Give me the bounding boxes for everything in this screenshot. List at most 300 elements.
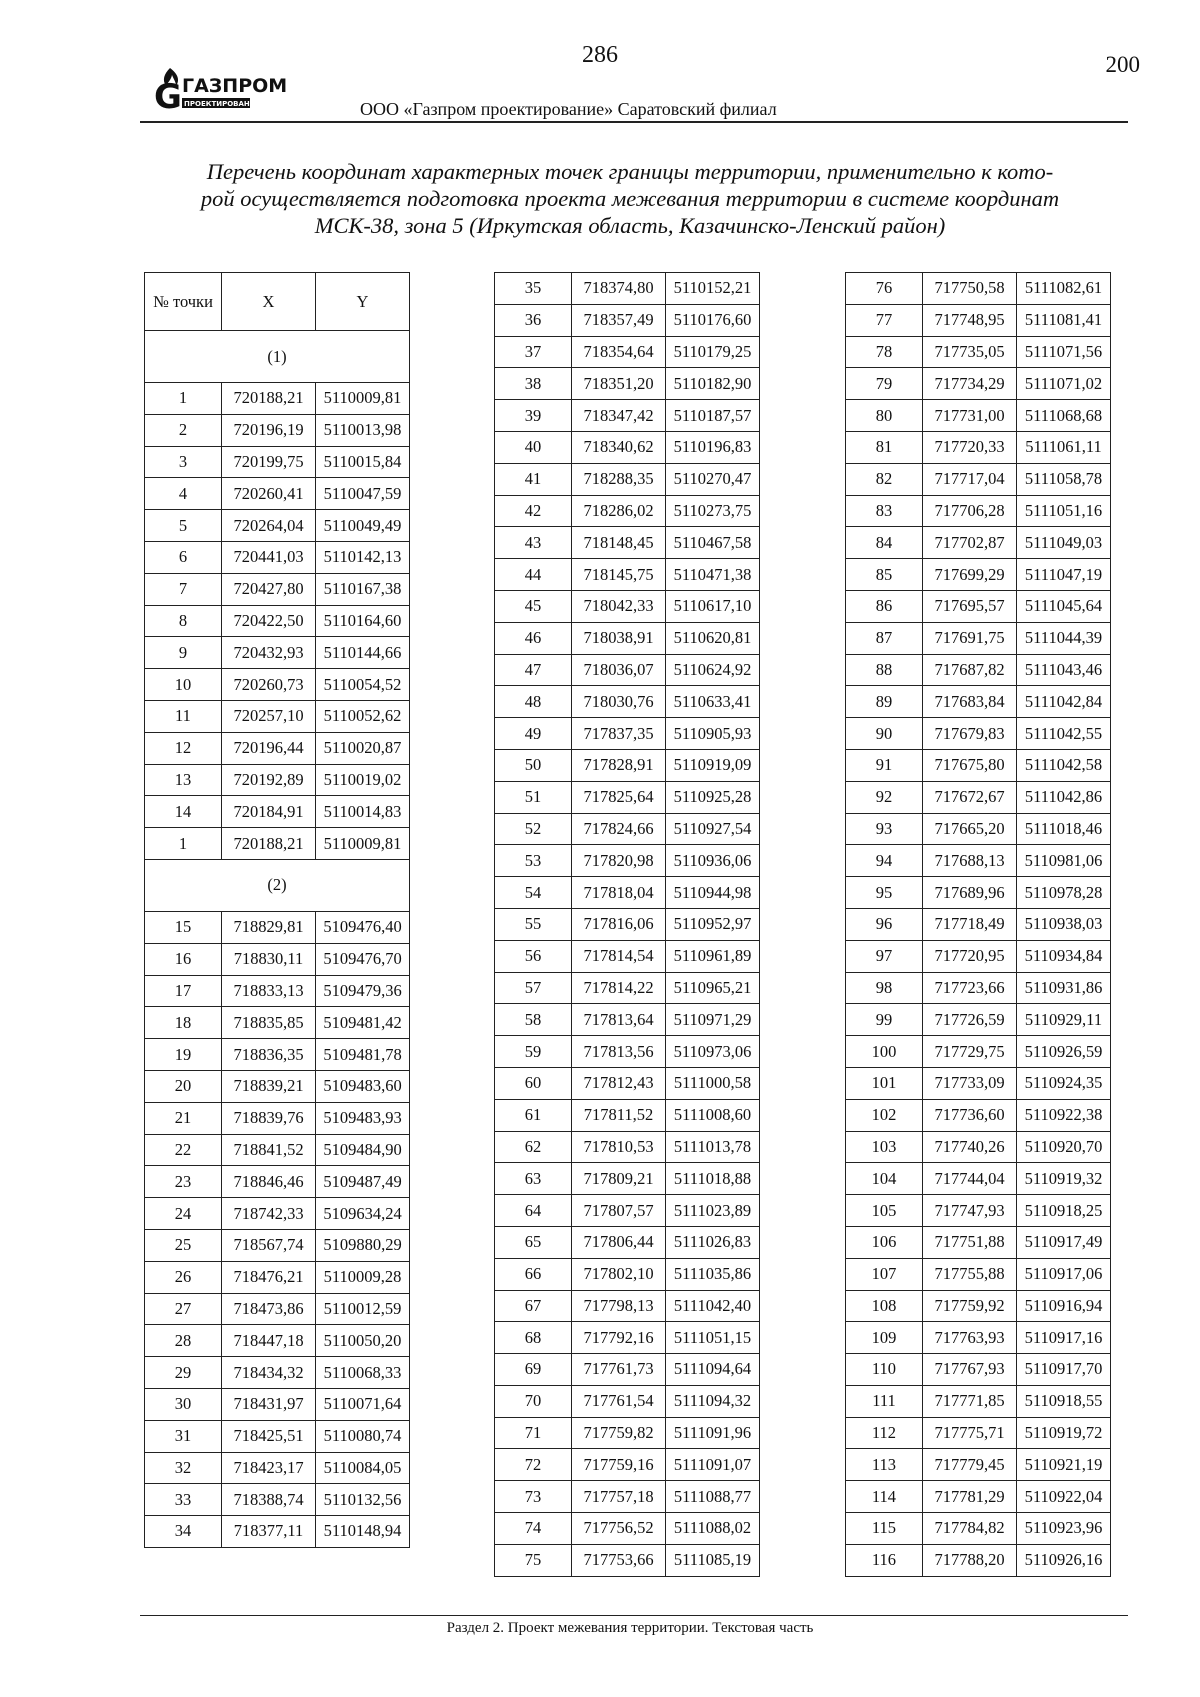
- table-row: [846, 1163, 1111, 1195]
- y-coordinate: 5109483,60: [316, 1070, 410, 1102]
- point-number: 14: [145, 796, 222, 828]
- x-coordinate: 718148,45: [572, 527, 666, 559]
- x-coordinate: 717756,52: [572, 1513, 666, 1545]
- table-row: [495, 495, 760, 527]
- table-row: [495, 1513, 760, 1545]
- point-number: 42: [495, 495, 572, 527]
- table-row: [145, 732, 410, 764]
- x-coordinate: 717688,13: [923, 845, 1017, 877]
- x-coordinate: 717811,52: [572, 1099, 666, 1131]
- table-row: [145, 700, 410, 732]
- y-coordinate: 5110917,49: [1017, 1226, 1111, 1258]
- y-coordinate: 5111081,41: [1017, 304, 1111, 336]
- y-coordinate: 5110929,11: [1017, 1004, 1111, 1036]
- table-row: [846, 1258, 1111, 1290]
- point-number: 1: [145, 383, 222, 415]
- table-row: [145, 911, 410, 943]
- point-number: 86: [846, 590, 923, 622]
- y-coordinate: 5110014,83: [316, 796, 410, 828]
- table-row: [145, 1198, 410, 1230]
- x-coordinate: 717761,73: [572, 1354, 666, 1386]
- table-row: [846, 495, 1111, 527]
- x-coordinate: 718434,32: [222, 1357, 316, 1389]
- table-row: [846, 590, 1111, 622]
- y-coordinate: 5111049,03: [1017, 527, 1111, 559]
- x-coordinate: 717740,26: [923, 1131, 1017, 1163]
- table-row: [145, 478, 410, 510]
- y-coordinate: 5109484,90: [316, 1134, 410, 1166]
- point-number: 4: [145, 478, 222, 510]
- y-coordinate: 5109481,78: [316, 1039, 410, 1071]
- x-coordinate: 718447,18: [222, 1325, 316, 1357]
- point-number: 11: [145, 700, 222, 732]
- point-number: 94: [846, 845, 923, 877]
- header-rule: [140, 121, 1128, 123]
- table-row: [495, 1354, 760, 1386]
- point-number: 15: [145, 911, 222, 943]
- y-coordinate: 5111042,84: [1017, 686, 1111, 718]
- y-coordinate: 5111008,60: [666, 1099, 760, 1131]
- table-row: [846, 368, 1111, 400]
- point-number: 69: [495, 1354, 572, 1386]
- x-coordinate: 717812,43: [572, 1067, 666, 1099]
- table-row: [846, 1067, 1111, 1099]
- table-row: [495, 1099, 760, 1131]
- y-coordinate: 5111082,61: [1017, 273, 1111, 305]
- table-row: [495, 749, 760, 781]
- point-number: 56: [495, 940, 572, 972]
- point-number: 21: [145, 1102, 222, 1134]
- y-coordinate: 5110919,09: [666, 749, 760, 781]
- y-coordinate: 5110050,20: [316, 1325, 410, 1357]
- table-row: [846, 1481, 1111, 1513]
- x-coordinate: 717771,85: [923, 1385, 1017, 1417]
- y-coordinate: 5110917,16: [1017, 1322, 1111, 1354]
- x-coordinate: 717784,82: [923, 1513, 1017, 1545]
- x-coordinate: 720184,91: [222, 796, 316, 828]
- table-row: [495, 1290, 760, 1322]
- x-coordinate: 718351,20: [572, 368, 666, 400]
- x-coordinate: 718423,17: [222, 1452, 316, 1484]
- y-coordinate: 5111068,68: [1017, 400, 1111, 432]
- x-coordinate: 718836,35: [222, 1039, 316, 1071]
- table-row: [846, 813, 1111, 845]
- y-coordinate: 5111026,83: [666, 1226, 760, 1258]
- table-row: [846, 940, 1111, 972]
- x-coordinate: 718288,35: [572, 463, 666, 495]
- table-row: [495, 273, 760, 305]
- table-row: [495, 431, 760, 463]
- x-coordinate: 717689,96: [923, 877, 1017, 909]
- x-coordinate: 720264,04: [222, 510, 316, 542]
- y-coordinate: 5111023,89: [666, 1195, 760, 1227]
- y-coordinate: 5110148,94: [316, 1516, 410, 1548]
- x-coordinate: 720196,19: [222, 414, 316, 446]
- x-coordinate: 718829,81: [222, 911, 316, 943]
- x-coordinate: 718038,91: [572, 622, 666, 654]
- table-row: [846, 559, 1111, 591]
- point-number: 47: [495, 654, 572, 686]
- y-coordinate: 5110620,81: [666, 622, 760, 654]
- table-3-body: [846, 273, 1111, 1577]
- y-coordinate: 5110012,59: [316, 1293, 410, 1325]
- x-coordinate: 717717,04: [923, 463, 1017, 495]
- table-row: [846, 1226, 1111, 1258]
- table-row: [495, 1131, 760, 1163]
- table-row: [495, 1417, 760, 1449]
- point-number: 64: [495, 1195, 572, 1227]
- y-coordinate: 5110931,86: [1017, 972, 1111, 1004]
- y-coordinate: 5110019,02: [316, 764, 410, 796]
- table-row: [495, 304, 760, 336]
- point-number: 40: [495, 431, 572, 463]
- group-label: (1): [145, 331, 410, 383]
- point-number: 16: [145, 943, 222, 975]
- table-row: [846, 1036, 1111, 1068]
- point-number: 109: [846, 1322, 923, 1354]
- point-number: 66: [495, 1258, 572, 1290]
- x-coordinate: 717720,33: [923, 431, 1017, 463]
- point-number: 52: [495, 813, 572, 845]
- y-coordinate: 5111051,16: [1017, 495, 1111, 527]
- y-coordinate: 5110926,59: [1017, 1036, 1111, 1068]
- table-row: [145, 669, 410, 701]
- y-coordinate: 5110167,38: [316, 573, 410, 605]
- table-row: [145, 637, 410, 669]
- table-row: [495, 908, 760, 940]
- x-coordinate: 717810,53: [572, 1131, 666, 1163]
- y-coordinate: 5111047,19: [1017, 559, 1111, 591]
- y-coordinate: 5110187,57: [666, 400, 760, 432]
- table-header-row: [145, 273, 410, 331]
- coordinates-table-1: [144, 272, 410, 1548]
- point-number: 89: [846, 686, 923, 718]
- x-coordinate: 718846,46: [222, 1166, 316, 1198]
- y-coordinate: 5110084,05: [316, 1452, 410, 1484]
- point-number: 46: [495, 622, 572, 654]
- table-row: [495, 1449, 760, 1481]
- col-header-x: X: [222, 273, 316, 331]
- coordinates-table-3: [845, 272, 1111, 1577]
- y-coordinate: 5110917,06: [1017, 1258, 1111, 1290]
- x-coordinate: 717759,92: [923, 1290, 1017, 1322]
- table-row: [145, 1420, 410, 1452]
- y-coordinate: 5110071,64: [316, 1388, 410, 1420]
- x-coordinate: 717736,60: [923, 1099, 1017, 1131]
- point-number: 7: [145, 573, 222, 605]
- y-coordinate: 5111018,88: [666, 1163, 760, 1195]
- y-coordinate: 5110916,94: [1017, 1290, 1111, 1322]
- point-number: 9: [145, 637, 222, 669]
- table-row: [495, 463, 760, 495]
- x-coordinate: 717806,44: [572, 1226, 666, 1258]
- table-row: [846, 1322, 1111, 1354]
- y-coordinate: 5110952,97: [666, 908, 760, 940]
- table-row: [145, 943, 410, 975]
- x-coordinate: 718839,21: [222, 1070, 316, 1102]
- y-coordinate: 5111088,77: [666, 1481, 760, 1513]
- y-coordinate: 5111094,64: [666, 1354, 760, 1386]
- y-coordinate: 5111018,46: [1017, 813, 1111, 845]
- point-number: 54: [495, 877, 572, 909]
- x-coordinate: 717781,29: [923, 1481, 1017, 1513]
- x-coordinate: 717699,29: [923, 559, 1017, 591]
- col-header-y: Y: [316, 273, 410, 331]
- y-coordinate: 5110919,32: [1017, 1163, 1111, 1195]
- point-number: 110: [846, 1354, 923, 1386]
- point-number: 78: [846, 336, 923, 368]
- point-number: 67: [495, 1290, 572, 1322]
- y-coordinate: 5110624,92: [666, 654, 760, 686]
- point-number: 17: [145, 975, 222, 1007]
- table-row: [495, 813, 760, 845]
- x-coordinate: 720427,80: [222, 573, 316, 605]
- point-number: 34: [145, 1516, 222, 1548]
- x-coordinate: 720432,93: [222, 637, 316, 669]
- point-number: 106: [846, 1226, 923, 1258]
- x-coordinate: 717702,87: [923, 527, 1017, 559]
- y-coordinate: 5110471,38: [666, 559, 760, 591]
- x-coordinate: 717720,95: [923, 940, 1017, 972]
- point-number: 103: [846, 1131, 923, 1163]
- x-coordinate: 718431,97: [222, 1388, 316, 1420]
- table-1-body: [145, 331, 410, 1548]
- x-coordinate: 717798,13: [572, 1290, 666, 1322]
- point-number: 62: [495, 1131, 572, 1163]
- point-number: 85: [846, 559, 923, 591]
- y-coordinate: 5110009,81: [316, 383, 410, 415]
- y-coordinate: 5110926,16: [1017, 1544, 1111, 1576]
- point-number: 114: [846, 1481, 923, 1513]
- point-number: 25: [145, 1229, 222, 1261]
- point-number: 45: [495, 590, 572, 622]
- y-coordinate: 5110009,28: [316, 1261, 410, 1293]
- y-coordinate: 5110142,13: [316, 541, 410, 573]
- table-row: [145, 1166, 410, 1198]
- point-number: 108: [846, 1290, 923, 1322]
- y-coordinate: 5110973,06: [666, 1036, 760, 1068]
- page-number: 286: [582, 42, 618, 68]
- sheet-number: 200: [1105, 52, 1140, 77]
- x-coordinate: 720196,44: [222, 732, 316, 764]
- point-number: 101: [846, 1067, 923, 1099]
- x-coordinate: 717828,91: [572, 749, 666, 781]
- point-number: 33: [145, 1484, 222, 1516]
- table-row: [495, 559, 760, 591]
- point-number: 30: [145, 1388, 222, 1420]
- x-coordinate: 717723,66: [923, 972, 1017, 1004]
- table-row: [846, 336, 1111, 368]
- point-number: 74: [495, 1513, 572, 1545]
- table-row: [846, 845, 1111, 877]
- x-coordinate: 718374,80: [572, 273, 666, 305]
- point-number: 57: [495, 972, 572, 1004]
- point-number: 60: [495, 1067, 572, 1099]
- point-number: 76: [846, 273, 923, 305]
- point-number: 102: [846, 1099, 923, 1131]
- x-coordinate: 718357,49: [572, 304, 666, 336]
- point-number: 92: [846, 781, 923, 813]
- y-coordinate: 5110923,96: [1017, 1513, 1111, 1545]
- x-coordinate: 717735,05: [923, 336, 1017, 368]
- table-row: [846, 622, 1111, 654]
- x-coordinate: 718030,76: [572, 686, 666, 718]
- point-number: 84: [846, 527, 923, 559]
- y-coordinate: 5111061,11: [1017, 431, 1111, 463]
- point-number: 71: [495, 1417, 572, 1449]
- point-number: 104: [846, 1163, 923, 1195]
- point-number: 50: [495, 749, 572, 781]
- y-coordinate: 5111085,19: [666, 1544, 760, 1576]
- y-coordinate: 5110919,72: [1017, 1417, 1111, 1449]
- x-coordinate: 720441,03: [222, 541, 316, 573]
- y-coordinate: 5111044,39: [1017, 622, 1111, 654]
- x-coordinate: 718841,52: [222, 1134, 316, 1166]
- x-coordinate: 717818,04: [572, 877, 666, 909]
- table-row: [495, 590, 760, 622]
- document-title: [150, 158, 1110, 239]
- y-coordinate: 5111042,58: [1017, 749, 1111, 781]
- point-number: 82: [846, 463, 923, 495]
- table-row: [145, 1261, 410, 1293]
- point-number: 53: [495, 845, 572, 877]
- table-row: [846, 749, 1111, 781]
- table-row: [145, 1484, 410, 1516]
- table-row: [495, 1226, 760, 1258]
- point-number: 70: [495, 1385, 572, 1417]
- point-number: 20: [145, 1070, 222, 1102]
- y-coordinate: 5110052,62: [316, 700, 410, 732]
- table-row: [145, 1039, 410, 1071]
- table-row: [145, 1229, 410, 1261]
- y-coordinate: 5110080,74: [316, 1420, 410, 1452]
- y-coordinate: 5110905,93: [666, 718, 760, 750]
- table-row: [145, 1102, 410, 1134]
- point-number: 90: [846, 718, 923, 750]
- point-number: 99: [846, 1004, 923, 1036]
- y-coordinate: 5110924,35: [1017, 1067, 1111, 1099]
- x-coordinate: 720199,75: [222, 446, 316, 478]
- table-row: [495, 972, 760, 1004]
- x-coordinate: 717672,67: [923, 781, 1017, 813]
- x-coordinate: 717824,66: [572, 813, 666, 845]
- table-row: [846, 273, 1111, 305]
- table-row: [846, 1131, 1111, 1163]
- y-coordinate: 5109483,93: [316, 1102, 410, 1134]
- table-row: [846, 1004, 1111, 1036]
- y-coordinate: 5111088,02: [666, 1513, 760, 1545]
- x-coordinate: 717665,20: [923, 813, 1017, 845]
- point-number: 79: [846, 368, 923, 400]
- x-coordinate: 717767,93: [923, 1354, 1017, 1386]
- table-row: [495, 400, 760, 432]
- point-number: 10: [145, 669, 222, 701]
- table-row: [846, 304, 1111, 336]
- x-coordinate: 717729,75: [923, 1036, 1017, 1068]
- table-row: [495, 845, 760, 877]
- x-coordinate: 717813,64: [572, 1004, 666, 1036]
- y-coordinate: 5110927,54: [666, 813, 760, 845]
- table-row: [495, 1322, 760, 1354]
- x-coordinate: 718425,51: [222, 1420, 316, 1452]
- point-number: 97: [846, 940, 923, 972]
- x-coordinate: 718354,64: [572, 336, 666, 368]
- table-row: [495, 1481, 760, 1513]
- point-number: 44: [495, 559, 572, 591]
- organization-name: ООО «Газпром проектирование» Саратовский филиал: [360, 99, 777, 119]
- table-row: [846, 1290, 1111, 1322]
- x-coordinate: 717761,54: [572, 1385, 666, 1417]
- point-number: 68: [495, 1322, 572, 1354]
- table-row: [846, 527, 1111, 559]
- x-coordinate: 718036,07: [572, 654, 666, 686]
- x-coordinate: 717750,58: [923, 273, 1017, 305]
- x-coordinate: 717788,20: [923, 1544, 1017, 1576]
- y-coordinate: 5110944,98: [666, 877, 760, 909]
- table-row: [495, 781, 760, 813]
- table-row: [846, 972, 1111, 1004]
- y-coordinate: 5110179,25: [666, 336, 760, 368]
- table-row: [145, 828, 410, 860]
- y-coordinate: 5110934,84: [1017, 940, 1111, 972]
- table-row: [495, 1195, 760, 1227]
- point-number: 8: [145, 605, 222, 637]
- point-number: 88: [846, 654, 923, 686]
- point-number: 83: [846, 495, 923, 527]
- table-row: [495, 1163, 760, 1195]
- x-coordinate: 717802,10: [572, 1258, 666, 1290]
- point-number: 49: [495, 718, 572, 750]
- x-coordinate: 720188,21: [222, 828, 316, 860]
- table-row: [145, 1325, 410, 1357]
- point-number: 18: [145, 1007, 222, 1039]
- table-row: [145, 1070, 410, 1102]
- y-coordinate: 5111058,78: [1017, 463, 1111, 495]
- y-coordinate: 5111094,32: [666, 1385, 760, 1417]
- x-coordinate: 720260,41: [222, 478, 316, 510]
- point-number: 96: [846, 908, 923, 940]
- x-coordinate: 717755,88: [923, 1258, 1017, 1290]
- point-number: 111: [846, 1385, 923, 1417]
- x-coordinate: 718835,85: [222, 1007, 316, 1039]
- table-row: [846, 781, 1111, 813]
- x-coordinate: 717825,64: [572, 781, 666, 813]
- point-number: 24: [145, 1198, 222, 1230]
- point-number: 105: [846, 1195, 923, 1227]
- table-row: [145, 1516, 410, 1548]
- point-number: 59: [495, 1036, 572, 1068]
- table-row: [495, 336, 760, 368]
- y-coordinate: 5110925,28: [666, 781, 760, 813]
- x-coordinate: 717775,71: [923, 1417, 1017, 1449]
- table-row: [145, 764, 410, 796]
- y-coordinate: 5110047,59: [316, 478, 410, 510]
- y-coordinate: 5110182,90: [666, 368, 760, 400]
- y-coordinate: 5110918,25: [1017, 1195, 1111, 1227]
- x-coordinate: 717816,06: [572, 908, 666, 940]
- point-number: 75: [495, 1544, 572, 1576]
- y-coordinate: 5110164,60: [316, 605, 410, 637]
- point-number: 41: [495, 463, 572, 495]
- col-header-point: № точки: [145, 273, 222, 331]
- x-coordinate: 718830,11: [222, 943, 316, 975]
- x-coordinate: 717744,04: [923, 1163, 1017, 1195]
- x-coordinate: 717809,21: [572, 1163, 666, 1195]
- x-coordinate: 717753,66: [572, 1544, 666, 1576]
- point-number: 5: [145, 510, 222, 542]
- y-coordinate: 5110273,75: [666, 495, 760, 527]
- x-coordinate: 718286,02: [572, 495, 666, 527]
